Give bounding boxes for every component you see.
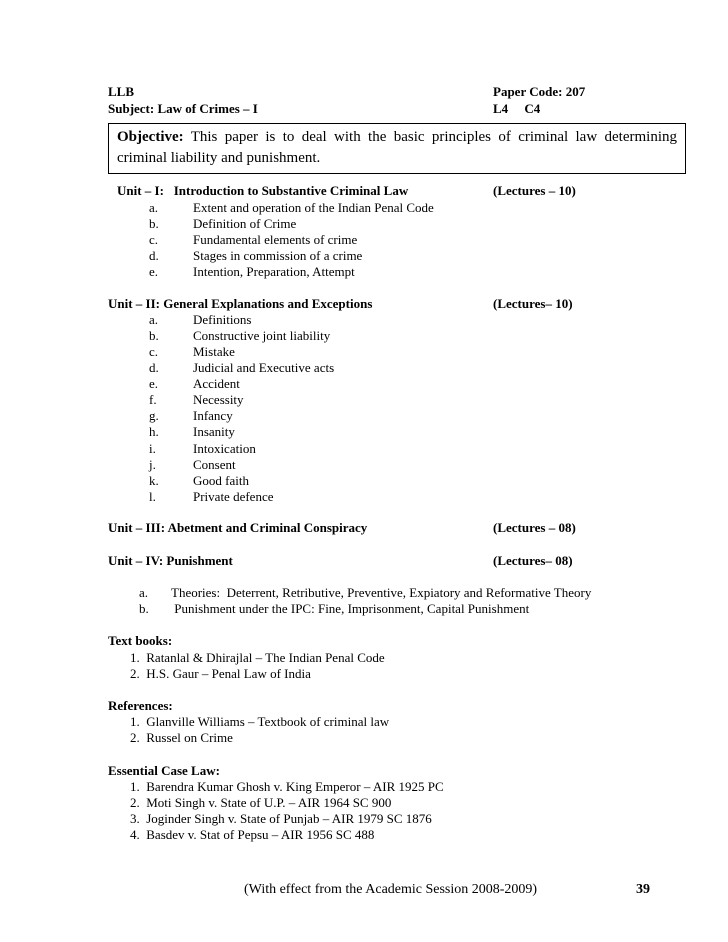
footer-note: (With effect from the Academic Session 2008-2009) xyxy=(244,882,538,897)
page-number: 39 xyxy=(636,882,650,897)
case-law-item: 3. Joginder Singh v. State of Punjab – AIR 1979 SC 1876 xyxy=(130,811,432,826)
objective-text: This paper is to deal with the basic principles of criminal law determining criminal liability and punishment. xyxy=(117,129,677,166)
unit-4-lectures: (Lectures– 08) xyxy=(493,553,573,568)
reference-item: 1. Glanville Williams – Textbook of criminal law xyxy=(130,714,390,729)
unit-3-lectures: (Lectures – 08) xyxy=(493,520,576,535)
text-book-item: 1. Ratanlal & Dhirajlal – The Indian Penal Code xyxy=(130,650,385,665)
objective-label: Objective: xyxy=(117,129,184,145)
unit-4-title: Unit – IV: Punishment xyxy=(108,553,233,568)
unit-3-title: Unit – III: Abetment and Criminal Conspiracy xyxy=(108,520,368,535)
case-law-item: 1. Barendra Kumar Ghosh v. King Emperor – AIR 1925 PC xyxy=(130,779,444,794)
unit-2-title: Unit – II: General Explanations and Exceptions xyxy=(108,296,373,311)
text-book-item: 2. H.S. Gaur – Penal Law of India xyxy=(130,666,311,681)
syllabus-page: LLB Subject: Law of Crimes – I Paper Code: 207 L4 C4 Objective: This paper is to deal with the basic principles of criminal law determining criminal liability and punishment. Unit – I: Introduction to Substantive Criminal Law (Lectures – 10) a. Extent and operation of the Indian Penal Code b. Definition of Crime c. Fundamental elements of crime d. Stages in commission of a crime e. Intention, Preparation, Attempt Unit – II: General Explanations and Exceptions (Lectures– 10) a. Definitions b. Constructive joint liability c. Mistake d. Judicial and Executive acts e. Accident f. Necessity g. Infancy h. Insanity i. Intoxication j. Consent k. Good faith l. Private defence Unit – III: Abetment and Criminal Conspiracy (Lectures – 08) Unit – IV: Punishment (Lectures– 08) a. Theories: Deterrent, Retributive, Preventive, Expiatory and Reformative Theory b. Punishment under the IPC: Fine, Imprisonment, Capital Punishment Text books: 1. Ratanlal & Dhirajlal – The Indian Penal Code 2. H.S. Gaur – Penal Law of India References: 1. Glanville Williams – Textbook of criminal law 2. Russel on Crime Essential Case Law: 1. Barendra Kumar Ghosh v. King Emperor – AIR 1925 PC 2. Moti Singh v. State of U.P. – AIR 1964 SC 900 3. Joginder Singh v. State of Punjab – AIR 1979 SC 1876 4. Basdev v. Stat of Pepsu – AIR 1956 SC 488 (With effect from the Academic Session 2008-2009) 39 xyxy=(0,0,728,942)
subject-title: Subject: Law of Crimes – I xyxy=(108,101,258,116)
paper-code: Paper Code: 207 xyxy=(493,84,586,99)
unit-1-title: Unit – I: Introduction to Substantive Criminal Law xyxy=(117,183,409,198)
reference-item: 2. Russel on Crime xyxy=(130,730,233,745)
credits: L4 C4 xyxy=(493,101,541,116)
course-name: LLB xyxy=(108,84,135,99)
unit-2-lectures: (Lectures– 10) xyxy=(493,296,573,311)
references-heading: References: xyxy=(108,698,173,713)
case-law-heading: Essential Case Law: xyxy=(108,763,220,778)
text-books-heading: Text books: xyxy=(108,633,173,648)
case-law-item: 4. Basdev v. Stat of Pepsu – AIR 1956 SC 488 xyxy=(130,827,375,842)
objective-box xyxy=(108,123,686,174)
case-law-item: 2. Moti Singh v. State of U.P. – AIR 1964 SC 900 xyxy=(130,795,392,810)
unit-1-lectures: (Lectures – 10) xyxy=(493,183,576,198)
